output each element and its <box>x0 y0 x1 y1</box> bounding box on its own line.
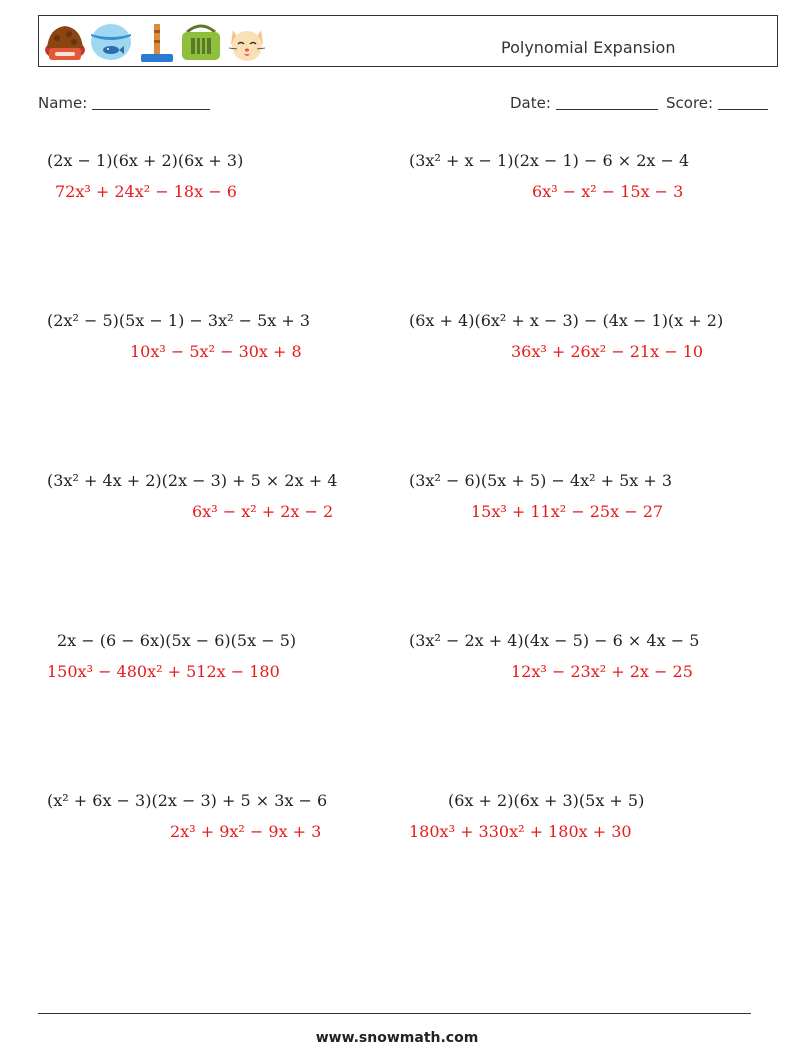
date-field <box>510 94 658 112</box>
fish-bowl-icon <box>89 20 133 64</box>
date-label: Date: <box>510 94 551 112</box>
answer-8: 12x³ − 23x² + 2x − 25 <box>511 662 693 681</box>
answer-3: 10x³ − 5x² − 30x + 8 <box>130 342 302 361</box>
pet-carrier-icon <box>179 20 223 64</box>
date-blank[interactable] <box>556 95 658 110</box>
problem-2: (3x² + x − 1)(2x − 1) − 6 × 2x − 4 <box>409 151 690 170</box>
footer-divider <box>38 1013 751 1014</box>
problem-9: (x² + 6x − 3)(2x − 3) + 5 × 3x − 6 <box>47 791 328 810</box>
answer-1: 72x³ + 24x² − 18x − 6 <box>55 182 237 201</box>
dog-food-icon <box>43 20 87 64</box>
problem-3: (2x² − 5)(5x − 1) − 3x² − 5x + 3 <box>47 311 311 330</box>
cat-face-icon <box>225 20 269 64</box>
problem-7: 2x − (6 − 6x)(5x − 6)(5x − 5) <box>57 631 297 650</box>
problem-8: (3x² − 2x + 4)(4x − 5) − 6 × 4x − 5 <box>409 631 700 650</box>
answer-5: 6x³ − x² + 2x − 2 <box>192 502 334 521</box>
problem-6: (3x² − 6)(5x + 5) − 4x² + 5x + 3 <box>409 471 673 490</box>
problem-5: (3x² + 4x + 2)(2x − 3) + 5 × 2x + 4 <box>47 471 338 490</box>
answer-4: 36x³ + 26x² − 21x − 10 <box>511 342 704 361</box>
problem-4: (6x + 4)(6x² + x − 3) − (4x − 1)(x + 2) <box>409 311 724 330</box>
score-blank[interactable] <box>718 95 768 110</box>
problem-10: (6x + 2)(6x + 3)(5x + 5) <box>448 791 645 810</box>
answer-9: 2x³ + 9x² − 9x + 3 <box>170 822 322 841</box>
problem-1: (2x − 1)(6x + 2)(6x + 3) <box>47 151 244 170</box>
name-label: Name: <box>38 94 88 112</box>
answer-2: 6x³ − x² − 15x − 3 <box>532 182 684 201</box>
page-title: Polynomial Expansion <box>501 38 676 57</box>
answer-10: 180x³ + 330x² + 180x + 30 <box>409 822 632 841</box>
header-box <box>38 15 778 67</box>
scratching-post-icon <box>137 20 177 64</box>
answer-7: 150x³ − 480x² + 512x − 180 <box>47 662 280 681</box>
name-blank[interactable] <box>92 95 210 110</box>
score-label: Score: <box>666 94 714 112</box>
score-field <box>666 94 768 112</box>
answer-6: 15x³ + 11x² − 25x − 27 <box>471 502 664 521</box>
footer-url[interactable]: www.snowmath.com <box>315 1030 479 1046</box>
name-field <box>38 94 210 112</box>
